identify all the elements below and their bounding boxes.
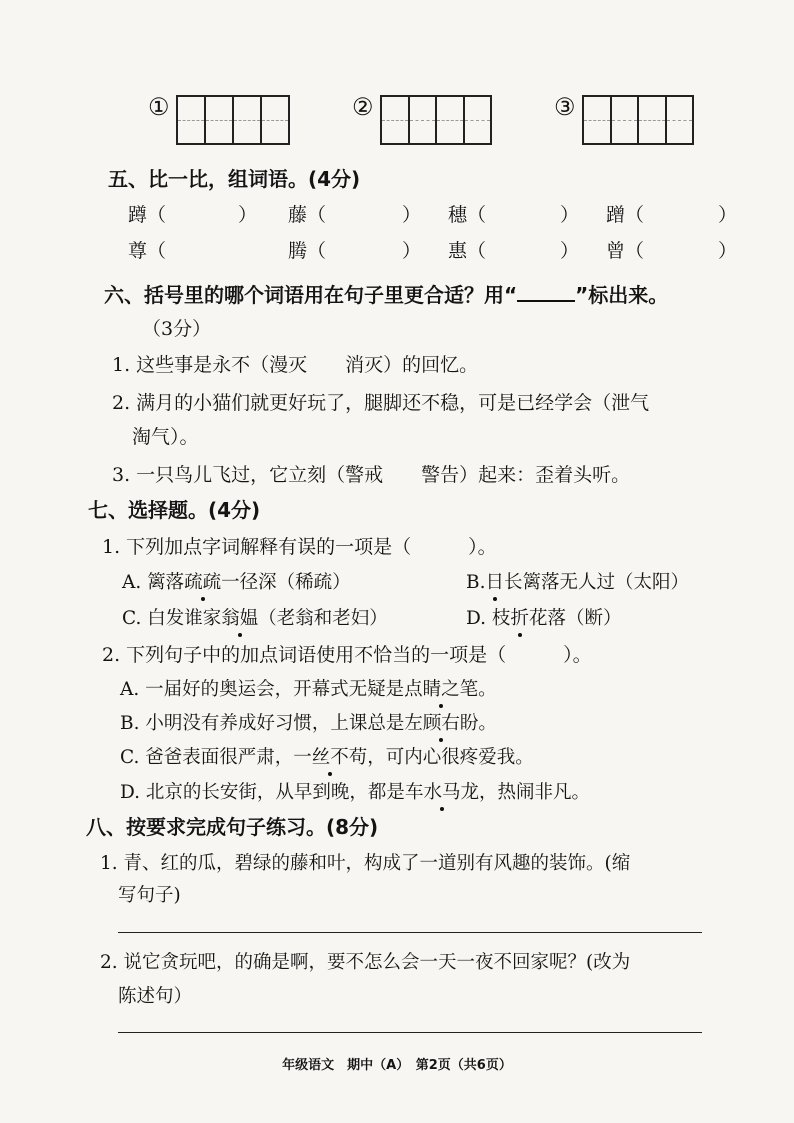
section-8-heading: 八、按要求完成句子练习。(8分) [86,815,379,839]
char-ceng2: 曾（ [606,240,645,262]
paren-close: ） [238,204,258,226]
dotted-word: 车水马龙 [405,780,479,806]
option-text: 。 [478,713,497,734]
answer-line-1[interactable] [118,932,702,933]
char-dun: 蹲（ [128,204,167,226]
q2-option-a[interactable] [120,677,497,703]
char-teng2: 腾（ [288,240,327,262]
paren-close: ） [402,204,422,226]
section-6-score: （3分） [142,318,212,340]
section-6-heading-part-1: 六、括号里的哪个词语用在句子里更合适？用“ [104,283,518,307]
section-8-question-1-cont: 写句子) [118,885,181,906]
section-6-heading-part-2: ”标出来。 [575,283,669,307]
q1-option-a[interactable] [122,570,351,596]
char-hui: 惠（ [448,240,487,262]
option-text: B. [466,572,486,593]
underline-marker [517,282,575,302]
option-text: C. 白发谁家 [122,608,222,629]
q2-option-d[interactable] [120,780,590,806]
option-text: 一径深（稀疏） [221,572,351,593]
section-5-heading: 五、比一比，组词语。(4分) [108,167,361,191]
dotted-word: 疏疏 [184,570,221,596]
paren-close: ） [560,240,580,262]
dotted-word: 翁媪 [221,606,258,632]
paren-close: ） [402,240,422,262]
dotted-word: 点睛之笔 [404,677,478,703]
char-teng: 藤（ [288,204,327,226]
section-8-question-2: 2. 说它贪玩吧，的确是啊，要不怎么会一天一夜不回家呢？(改为 [100,952,631,973]
section-6-heading [104,282,668,308]
q1-option-c[interactable] [122,606,388,632]
option-text: （老翁和老妇） [258,608,388,629]
option-text: 。 [478,679,497,700]
char-ceng: 蹭（ [606,204,645,226]
q1-option-d[interactable] [466,606,621,632]
answer-box-label-3: ③ [554,93,576,121]
section-7-heading: 七、选择题。(4分) [88,498,261,522]
answer-line-2[interactable] [118,1032,702,1033]
option-text: A. 篱落 [122,572,185,593]
option-text: 长篱落无人过（太阳） [504,572,690,593]
option-text: ，热闹非凡。 [478,782,590,803]
dotted-word: 一丝不苟 [293,745,367,771]
option-text: D. 枝 [466,608,511,629]
option-text: 花落（断） [528,608,622,629]
section-6-item-1: 1. 这些事是永不（漫灭 消灭）的回忆。 [112,354,479,376]
paren-close: ） [560,204,580,226]
q1-option-b[interactable] [466,570,689,596]
section-6-item-2-cont: 淘气）。 [132,426,199,448]
option-text: D. 北京的长安街，从早到晚，都是 [120,782,405,803]
section-8-question-2-cont: 陈述句） [118,986,193,1007]
answer-box-label-1: ① [148,93,170,121]
section-6-item-3: 3. 一只鸟儿飞过，它立刻（警戒 警告）起来：歪着头听。 [112,464,631,486]
paren-close: ） [718,204,738,226]
answer-grid-1[interactable] [176,95,290,145]
dotted-word: 日 [485,570,504,596]
section-8-question-1: 1. 青、红的瓜，碧绿的藤和叶，构成了一道别有风趣的装饰。(缩 [100,853,631,874]
answer-grid-2[interactable] [380,95,492,145]
section-7-question-1: 1. 下列加点字词解释有误的一项是（ ）。 [102,536,497,558]
q2-option-c[interactable] [120,745,534,771]
answer-grid-3[interactable] [582,95,694,145]
option-text: B. 小明没有养成好习惯，上课总是 [120,713,405,734]
q2-option-b[interactable] [120,711,497,737]
char-zun: 尊（ [128,240,167,262]
page-footer: 年级语文 期中（A） 第2页（共6页） [282,1058,512,1073]
section-6-item-2: 2. 满月的小猫们就更好玩了，腿脚还不稳，可是已经学会（泄气 [112,392,650,414]
dotted-word: 左顾右盼 [404,711,478,737]
option-text: ，可内心很疼爱我。 [367,747,534,768]
section-7-question-2: 2. 下列句子中的加点词语使用不恰当的一项是（ ）。 [102,644,592,666]
dotted-word: 折 [510,606,529,632]
paren-close: ） [718,240,738,262]
answer-box-label-2: ② [352,93,374,121]
char-sui: 穗（ [448,204,487,226]
option-text: A. 一届好的奥运会，开幕式无疑是 [120,679,405,700]
option-text: C. 爸爸表面很严肃， [120,747,294,768]
